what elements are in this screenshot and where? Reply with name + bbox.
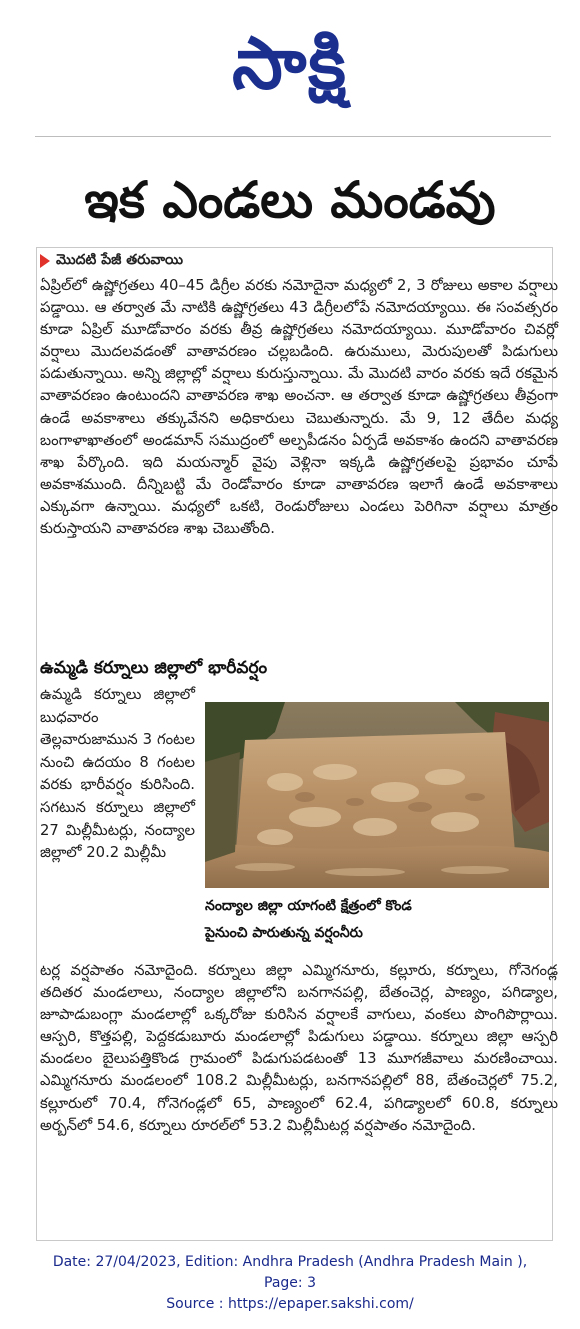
sakshi-logo: సాక్షి xyxy=(232,20,348,105)
masthead xyxy=(0,8,580,118)
footer-date-edition: Date: 27/04/2023, Edition: Andhra Pradesh (Andhra Pradesh Main ), xyxy=(52,1254,528,1270)
final-paragraph-text: టర్ల వర్షపాతం నమోదైంది. కర్నూలు జిల్లా ఎమ్మిగనూరు, కల్లూరు, కర్నూలు, గోనెగండ్ల తదితర మండలాలు, నంద్యాల జిల్లాలోని బనగానపల్లి, బేతంచెర్ల, పాణ్యం, పగిడ్యాల, జూపాడుబంగ్లా మండలాల్లో ఒక్కరోజు కురిసిన వర్షాలకే వాగులు, వంకలు పొంగిపొర్లాయి. ఆస్పరి, కొత్తపల్లి, పెద్దకడుబూరు మండలాల్లో పిడుగులు పడ్డాయి. కర్నూలు జిల్లా ఆస్పరి మండలం బైలుపత్తికొండ గ్రామంలో పిడుగుపడటంతో 13 మూగజీవాలు మరణించాయి. ఎమ్మిగనూరు మండలంలో 108.2 మిల్లీమీటర్లు, బనగానపల్లిలో 88, బేతంచెర్లలో 75.2, కల్లూరులో 70.4, గోనెగండ్లలో 65, పాణ్యంలో 62.4, పగిడ్యాలలో 60.8, కర్నూలు అర్బన్‌లో 54.6, కర్నూలు రూరల్‌లో 53.2 మిల్లీమీటర్ల వర్షపాతం నమోదైంది. xyxy=(40,962,558,1134)
headline: ఇక ఎండలు మండవు xyxy=(84,171,496,229)
final-paragraph xyxy=(40,960,558,1137)
caption-line-1: నంద్యాల జిల్లా యాగంటి క్షేత్రంలో కొండ xyxy=(205,898,412,914)
subheading: ఉమ్మడి కర్నూలు జిల్లాలో భారీవర్షం xyxy=(40,658,268,678)
footer xyxy=(0,1252,580,1315)
lead-paragraph xyxy=(40,275,558,540)
caption-line-2: పైనుంచి పారుతున్న వర్షంనీరు xyxy=(205,925,363,941)
waterfall-image xyxy=(205,702,549,888)
masthead-divider xyxy=(35,136,551,137)
footer-page: Page: 3 xyxy=(264,1275,316,1291)
play-arrow-icon xyxy=(40,254,50,268)
continued-text: మొదటి పేజీ తరువాయి xyxy=(56,251,183,268)
footer-source: Source : https://epaper.sakshi.com/ xyxy=(166,1296,414,1312)
photo-caption xyxy=(205,893,549,947)
continued-label xyxy=(40,250,183,272)
narrow-paragraph: ఉమ్మడి కర్నూలు జిల్లాలో బుధవారం తెల్లవారుజామున 3 గంటల నుంచి ఉదయం 8 గంటల వరకు భారీవర్షం కురిసింది. సగటున కర్నూలు జిల్లాలో 27 మిల్లీమీటర్లు, నంద్యాల జిల్లాలో 20.2 మిల్లీమీ xyxy=(40,686,195,862)
waterfall-photo xyxy=(205,702,549,888)
lead-paragraph-text: ఏప్రిల్‌లో ఉష్ణోగ్రతలు 40–45 డిగ్రీల వరకు నమోదైనా మధ్యలో 2, 3 రోజులు అకాల వర్షాలు పడ్డాయి. ఆ తర్వాత మే నాటికి ఉష్ణోగ్రతలు 43 డిగ్రీలలోపే నమోదయ్యాయి. ఈ సంవత్సరం కూడా ఏప్రిల్ మూడోవారం వరకు తీవ్ర ఉష్ణోగ్రతలు నమోదయ్యాయి. మూడోవారం చివర్లో వర్షాలు మొదలవడంతో వాతావరణం చల్లబడింది. ఉరుములు, మెరుపులతో పిడుగులు పడుతున్నాయి. అన్ని జిల్లాల్లో వర్షాలు కురుస్తున్నాయి. మే మొదటి వారం వరకు ఇదే రకమైన వాతావరణం ఉంటుందని వాతావరణ శాఖ అంచనా. ఆ తర్వాత కూడా ఉష్ణోగ్రతలు తీవ్రంగా ఉండే అవకాశాలు తక్కువేనని అధికారులు చెబుతున్నారు. మే 9, 12 తేదీల మధ్య బంగాళాఖాతంలో అండమాన్ సముద్రంలో అల్పపీడనం ఏర్పడే అవకాశం ఉందని వాతావరణ శాఖ పేర్కొంది. ఇది మయన్మార్ వైపు వెళ్లినా ఇక్కడి ఉష్ణోగ్రతలపై ప్రభావం చూపే అవకాశముంది. దీన్నిబట్టి మే రెండోవారం కూడా వాతావరణ ఇలాగే ఉండే అవకాశాలు ఎక్కువగా ఉన్నాయి. మధ్యలో ఒకటి, రెండురోజులు ఎండలు పెరిగినా వర్షాలు మాత్రం కురుస్తాయని వాతావరణ శాఖ చెబుతోంది. xyxy=(40,277,558,538)
